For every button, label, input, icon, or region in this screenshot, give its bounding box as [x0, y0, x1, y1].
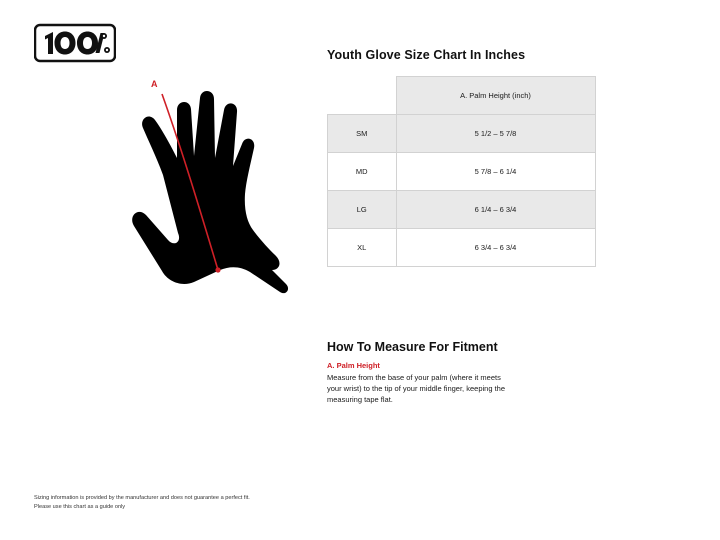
hand-silhouette-shape [132, 91, 288, 293]
row-size-sm: SM [328, 115, 397, 153]
table-row [328, 115, 596, 153]
brand-logo [34, 22, 116, 64]
how-to-measure-body: Measure from the base of your palm (where it meets your wrist) to the tip of your middle finger, keeping the measuring tape flat. [327, 373, 506, 404]
page-title: Youth Glove Size Chart In Inches [327, 48, 526, 62]
hand-illustration [90, 70, 320, 310]
measure-label-a: A [151, 79, 158, 89]
table-header-row [328, 77, 596, 115]
table-row [328, 229, 596, 267]
footer-line-1: Sizing information is provided by the manufacturer and does not guarantee a perfect fit. [34, 495, 250, 502]
table-header-blank [328, 77, 397, 115]
row-value-md: 5 7/8 – 6 1/4 [396, 153, 595, 191]
row-value-sm: 5 1/2 – 5 7/8 [396, 115, 595, 153]
row-size-md: MD [328, 153, 397, 191]
how-to-measure-subtitle: A. Palm Height [327, 361, 380, 370]
footer-disclaimer [34, 494, 250, 512]
row-size-xl: XL [328, 229, 397, 267]
table-row [328, 191, 596, 229]
row-value-xl: 6 3/4 – 6 3/4 [396, 229, 595, 267]
size-chart-section [327, 48, 687, 267]
row-value-lg: 6 1/4 – 6 3/4 [396, 191, 595, 229]
how-to-measure-title: How To Measure For Fitment [327, 340, 498, 354]
size-chart-table [327, 76, 596, 267]
footer-line-2: Please use this chart as a guide only [34, 504, 126, 511]
row-size-lg: LG [328, 191, 397, 229]
table-row [328, 153, 596, 191]
how-to-measure-section [327, 340, 577, 406]
table-header-palm-height: A. Palm Height (inch) [396, 77, 595, 115]
